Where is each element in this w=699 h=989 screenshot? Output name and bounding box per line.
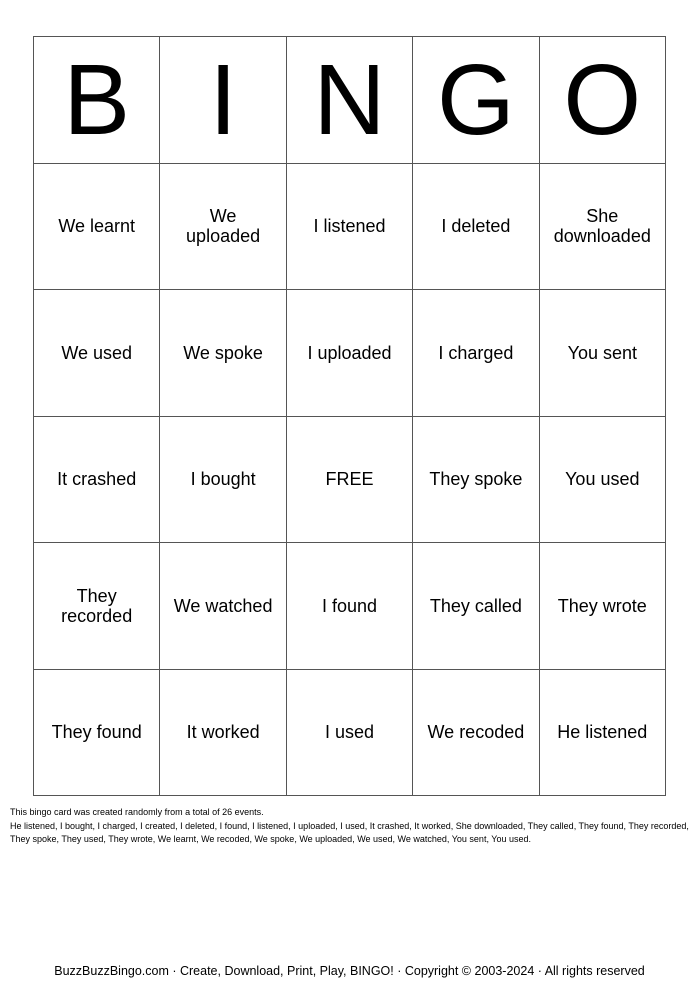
bingo-cell — [540, 670, 666, 797]
bingo-cell — [34, 417, 160, 544]
free-space — [287, 417, 413, 544]
bingo-cell — [160, 417, 286, 544]
bingo-cell — [413, 290, 539, 417]
header-letter: G — [413, 37, 539, 164]
bingo-cell — [160, 670, 286, 797]
bingo-cell — [160, 290, 286, 417]
bingo-cell — [540, 417, 666, 544]
header-letter: N — [287, 37, 413, 164]
cell-label: You used — [565, 469, 640, 490]
bingo-cell — [34, 164, 160, 291]
cell-label: FREE — [325, 469, 374, 490]
cell-label: We watched — [173, 595, 273, 616]
cell-label: They recorded — [61, 585, 133, 626]
cell-label: You sent — [567, 342, 637, 363]
card-info-summary: This bingo card was created randomly from a total of 26 events. — [10, 807, 264, 817]
footer-text: BuzzBuzzBingo.com · Create, Download, Print, Play, BINGO! · Copyright © 2003-2024 · All rights reserved — [54, 964, 645, 978]
cell-label: I charged — [438, 342, 514, 363]
header-letter: B — [34, 37, 160, 164]
bingo-cell — [34, 670, 160, 797]
bingo-cell — [287, 164, 413, 291]
cell-label: They found — [51, 722, 142, 743]
bingo-cell — [413, 164, 539, 291]
cell-label: They wrote — [557, 595, 647, 616]
cell-label: I used — [324, 722, 375, 743]
bingo-cell — [413, 417, 539, 544]
cell-label: They called — [429, 595, 522, 616]
cell-label: We learnt — [58, 216, 136, 237]
cell-label: It worked — [186, 722, 260, 743]
bingo-cell — [287, 543, 413, 670]
header-letter: I — [160, 37, 286, 164]
cell-label: They spoke — [429, 469, 523, 490]
cell-label: We uploaded — [186, 206, 261, 247]
cell-label: She downloaded — [553, 206, 651, 247]
bingo-card — [33, 36, 666, 796]
card-info-events: He listened, I bought, I charged, I created, I deleted, I found, I listened, I uploaded, I used, It crashed, It worked, She downloaded, They called, They found, They recorded, They spoke, They used, They wrote, We learnt, We recoded, We spoke, We uploaded, We used, We watched, You sent, You used. — [10, 820, 689, 844]
bingo-cell — [160, 164, 286, 291]
cell-label: I found — [321, 595, 378, 616]
cell-label: I uploaded — [307, 342, 392, 363]
bingo-cell — [287, 670, 413, 797]
cell-label: We used — [61, 342, 133, 363]
bingo-cell — [540, 290, 666, 417]
bingo-cell — [34, 290, 160, 417]
bingo-cell — [413, 543, 539, 670]
card-info — [10, 806, 690, 847]
bingo-cell — [413, 670, 539, 797]
bingo-cell — [540, 164, 666, 291]
cell-label: I deleted — [441, 216, 511, 237]
cell-label: We recoded — [427, 722, 525, 743]
bingo-cell — [160, 543, 286, 670]
cell-label: He listened — [557, 722, 648, 743]
cell-label: We spoke — [183, 342, 263, 363]
cell-label: It crashed — [57, 469, 137, 490]
cell-label: I listened — [313, 216, 386, 237]
bingo-cell — [34, 543, 160, 670]
cell-label: I bought — [190, 469, 256, 490]
bingo-cell — [287, 290, 413, 417]
header-letter: O — [540, 37, 666, 164]
bingo-cell — [540, 543, 666, 670]
